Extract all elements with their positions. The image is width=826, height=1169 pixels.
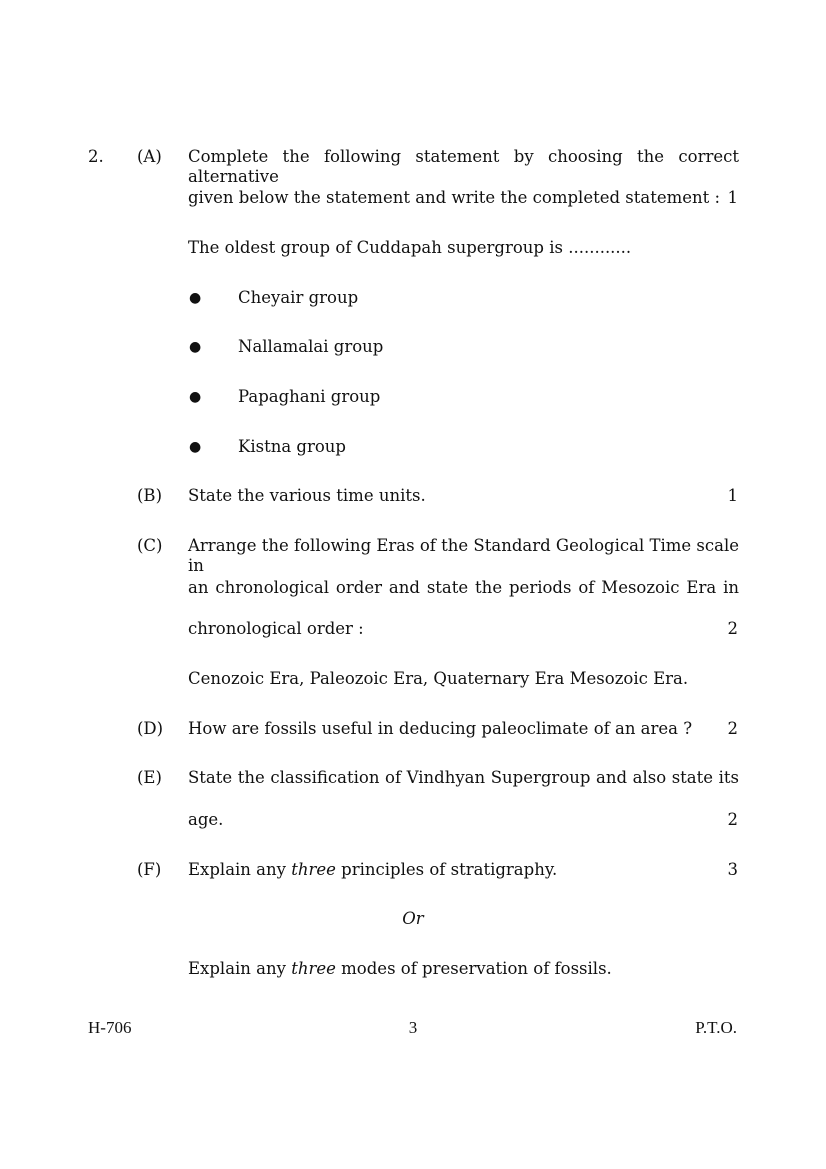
part-d-text: How are fossils useful in deducing paleoclimate of an area ?	[188, 719, 693, 738]
part-a-line-1: Complete the following statement by choosing the correct alternative	[188, 147, 739, 186]
part-e-marks: 2	[727, 810, 738, 829]
part-f-text-before: Explain any	[188, 860, 286, 879]
part-c-label: (C)	[137, 536, 163, 555]
bullet-icon: ●	[189, 290, 202, 306]
option-2: Nallamalai group	[238, 337, 384, 356]
footer-page-number: 3	[408, 1018, 418, 1037]
part-c-line-3: chronological order :	[188, 619, 364, 638]
part-a-line-2: given below the statement and write the completed statement :	[188, 188, 721, 207]
part-a-statement: The oldest group of Cuddapah supergroup is ............	[188, 238, 632, 257]
option-4: Kistna group	[238, 437, 346, 456]
part-b-marks: 1	[727, 486, 738, 505]
part-b-label: (B)	[137, 486, 162, 505]
part-f-text-after: principles of stratigraphy.	[341, 860, 558, 879]
part-f-alt-emphasis: three	[291, 959, 336, 978]
or-separator: Or	[402, 909, 424, 928]
bullet-icon: ●	[189, 389, 202, 405]
part-f-text	[188, 860, 557, 880]
part-f-alt-after: modes of preservation of fossils.	[341, 959, 612, 978]
option-3: Papaghani group	[238, 387, 381, 406]
part-d-label: (D)	[137, 719, 164, 738]
option-1: Cheyair group	[238, 288, 359, 307]
question-number: 2.	[88, 147, 104, 166]
part-f-label: (F)	[137, 860, 162, 879]
part-c-line-1: Arrange the following Eras of the Standard Geological Time scale in	[188, 536, 739, 575]
part-a-label: (A)	[137, 147, 162, 166]
part-e-line-2: age.	[188, 810, 224, 829]
part-f-emphasis: three	[291, 860, 336, 879]
part-e-line-1: State the classification of Vindhyan Supergroup and also state its	[188, 768, 739, 787]
footer-paper-code: H-706	[88, 1018, 132, 1037]
bullet-icon: ●	[189, 339, 202, 355]
part-f-alternative	[188, 959, 612, 979]
footer-pto: P.T.O.	[695, 1018, 737, 1037]
part-c-line-2: an chronological order and state the periods of Mesozoic Era in	[188, 578, 739, 597]
part-c-marks: 2	[727, 619, 738, 638]
part-c-eras: Cenozoic Era, Paleozoic Era, Quaternary Era Mesozoic Era.	[188, 669, 689, 688]
part-f-alt-before: Explain any	[188, 959, 286, 978]
part-f-marks: 3	[727, 860, 738, 879]
part-b-text: State the various time units.	[188, 486, 426, 505]
part-e-label: (E)	[137, 768, 162, 787]
bullet-icon: ●	[189, 439, 202, 455]
part-d-marks: 2	[727, 719, 738, 738]
part-a-marks: 1	[727, 188, 738, 207]
